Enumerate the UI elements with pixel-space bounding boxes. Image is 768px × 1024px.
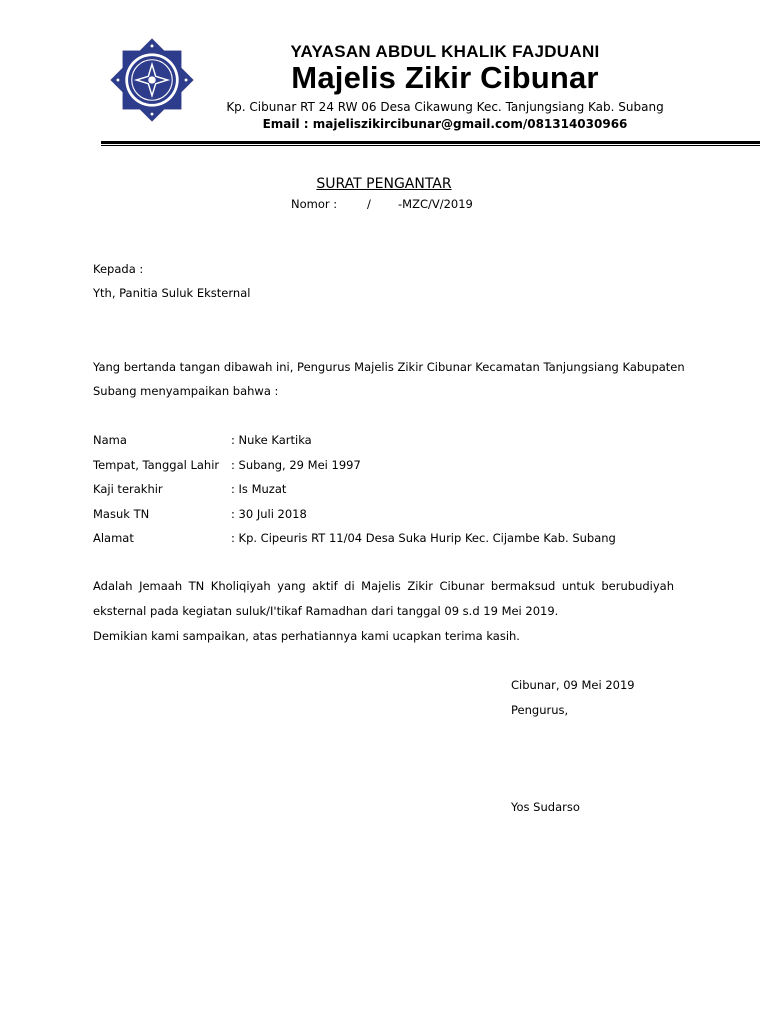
- field-value-nama: : Nuke Kartika: [231, 433, 312, 447]
- field-label-kaji: Kaji terakhir: [93, 482, 163, 496]
- nomor-label: Nomor :: [291, 197, 338, 211]
- nomor-code: -MZC/V/2019: [398, 197, 473, 211]
- organization-email: Email : majeliszikircibunar@gmail.com/081314030966: [262, 117, 628, 131]
- organization-address: Kp. Cibunar RT 24 RW 06 Desa Cikawung Kec. Tanjungsiang Kab. Subang: [226, 100, 664, 114]
- body-line-2: eksternal pada kegiatan suluk/I'tikaf Ramadhan dari tanggal 09 s.d 19 Mei 2019.: [93, 604, 559, 618]
- kepada-label: Kepada :: [93, 262, 144, 276]
- field-label-alamat: Alamat: [93, 531, 134, 545]
- signer-role: Pengurus,: [511, 703, 569, 717]
- nomor-slash: /: [367, 197, 371, 211]
- recipient: Yth, Panitia Suluk Eksternal: [93, 286, 251, 300]
- letter-title-text: SURAT PENGANTAR: [316, 176, 452, 192]
- field-value-ttl: : Subang, 29 Mei 1997: [231, 458, 361, 472]
- field-label-masuk: Masuk TN: [93, 507, 150, 521]
- intro-line-1: Yang bertanda tangan dibawah ini, Pengurus Majelis Zikir Cibunar Kecamatan Tanjungsiang Kabupaten: [93, 360, 685, 374]
- field-value-kaji: : Is Muzat: [231, 482, 287, 496]
- organization-title: Majelis Zikir Cibunar: [291, 60, 599, 95]
- letter-title: [0, 175, 768, 193]
- field-value-masuk: : 30 Juli 2018: [231, 507, 307, 521]
- intro-line-2: Subang menyampaikan bahwa :: [93, 384, 279, 398]
- body-line-1: Adalah Jemaah TN Kholiqiyah yang aktif di Majelis Zikir Cibunar bermaksud untuk berubudiyah: [93, 579, 674, 593]
- field-label-nama: Nama: [93, 433, 127, 447]
- field-label-ttl: Tempat, Tanggal Lahir: [93, 458, 220, 472]
- field-value-alamat: : Kp. Cipeuris RT 11/04 Desa Suka Hurip Kec. Cijambe Kab. Subang: [231, 531, 616, 545]
- place-date: Cibunar, 09 Mei 2019: [511, 678, 635, 692]
- closing-line: Demikian kami sampaikan, atas perhatiannya kami ucapkan terima kasih.: [93, 629, 520, 643]
- signer-name: Yos Sudarso: [511, 800, 580, 814]
- letterhead-divider: [101, 141, 760, 144]
- letterhead-divider-thin: [101, 145, 760, 146]
- organization-logo-icon: [106, 34, 198, 126]
- foundation-name: YAYASAN ABDUL KHALIK FAJDUANI: [290, 42, 600, 61]
